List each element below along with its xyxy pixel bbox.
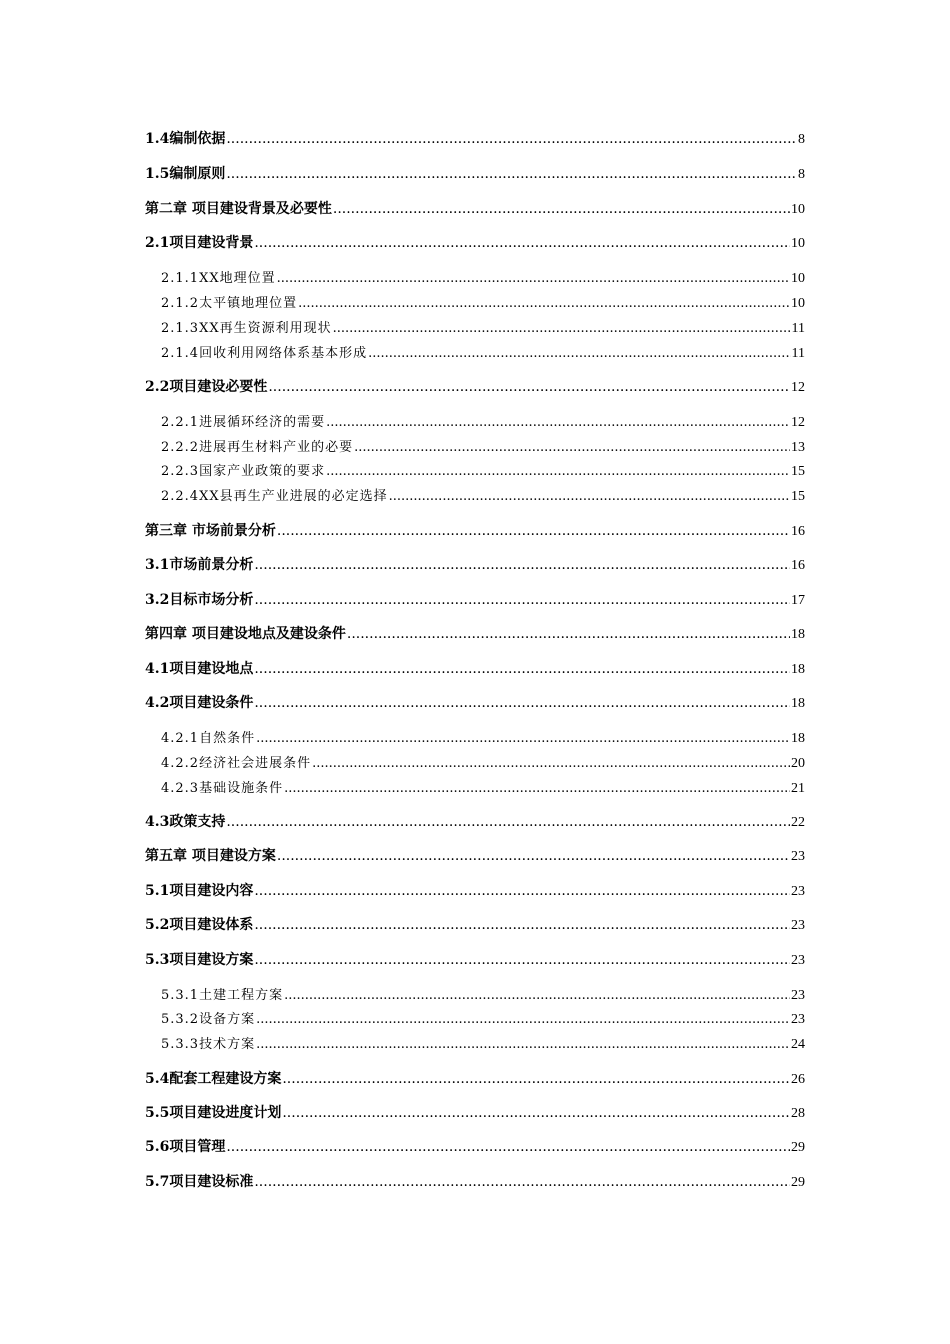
toc-leader-dots (282, 1071, 790, 1087)
toc-entry[interactable] (145, 1068, 805, 1088)
toc-entry-label: 5.3.2设备方案 (161, 1012, 256, 1027)
toc-entry[interactable] (161, 485, 805, 505)
toc-entry-page: 8 (798, 167, 805, 182)
toc-leader-dots (333, 321, 791, 336)
toc-entry[interactable] (161, 984, 805, 1004)
toc-entry-page: 23 (791, 849, 805, 864)
toc-entry-page: 10 (791, 236, 805, 251)
toc-entry-page: 23 (791, 988, 805, 1003)
toc-entry[interactable] (161, 342, 805, 362)
toc-leader-dots (326, 415, 790, 430)
toc-entry-label: 4.2.1自然条件 (161, 731, 256, 746)
toc-entry-page: 20 (791, 756, 805, 771)
toc-entry[interactable] (145, 520, 805, 540)
toc-leader-dots (277, 523, 790, 539)
toc-entry-page: 16 (791, 524, 805, 539)
toc-entry-label: 5.1项目建设内容 (145, 883, 254, 899)
toc-entry[interactable] (145, 623, 805, 643)
toc-entry[interactable] (145, 914, 805, 934)
toc-entry[interactable] (161, 317, 805, 337)
toc-entry-label: 4.2.3基础设施条件 (161, 781, 284, 796)
toc-entry-page: 23 (791, 953, 805, 968)
toc-leader-dots (226, 814, 790, 830)
toc-entry-page: 18 (791, 696, 805, 711)
toc-entry-label: 4.3政策支持 (145, 814, 226, 830)
toc-leader-dots (256, 731, 790, 746)
toc-entry[interactable] (145, 198, 805, 218)
toc-entry-label: 2.1项目建设背景 (145, 235, 254, 251)
toc-entry-page: 24 (791, 1037, 805, 1052)
toc-leader-dots (368, 346, 790, 361)
toc-entry-page: 21 (791, 781, 805, 796)
toc-entry[interactable] (145, 163, 805, 183)
toc-entry-label: 1.5编制原则 (145, 166, 226, 182)
toc-leader-dots (254, 952, 790, 968)
toc-leader-dots (254, 557, 790, 573)
toc-entry[interactable] (161, 267, 805, 287)
toc-entry[interactable] (161, 1008, 805, 1028)
toc-entry-page: 28 (791, 1106, 805, 1121)
toc-entry-label: 5.3.3技术方案 (161, 1037, 256, 1052)
toc-entry[interactable] (145, 1171, 805, 1191)
toc-entry-label: 第二章 项目建设背景及必要性 (145, 201, 332, 217)
toc-leader-dots (254, 917, 790, 933)
toc-entry[interactable] (145, 232, 805, 252)
toc-entry-label: 4.2项目建设条件 (145, 695, 254, 711)
toc-entry[interactable] (145, 128, 805, 148)
toc-entry[interactable] (145, 376, 805, 396)
toc-entry-label: 2.2.1进展循环经济的需要 (161, 415, 326, 430)
toc-entry-label: 3.2目标市场分析 (145, 592, 254, 608)
toc-entry-page: 15 (791, 489, 805, 504)
toc-entry[interactable] (161, 436, 805, 456)
toc-leader-dots (333, 201, 790, 217)
toc-entry-page: 23 (791, 884, 805, 899)
toc-entry-label: 2.2项目建设必要性 (145, 379, 268, 395)
toc-entry-page: 12 (791, 380, 805, 395)
toc-leader-dots (226, 1139, 790, 1155)
toc-leader-dots (226, 166, 797, 182)
toc-entry-page: 23 (791, 918, 805, 933)
toc-entry-label: 5.5项目建设进度计划 (145, 1105, 282, 1121)
toc-entry-page: 10 (791, 296, 805, 311)
toc-leader-dots (256, 1012, 790, 1027)
toc-entry-label: 2.2.3国家产业政策的要求 (161, 464, 326, 479)
toc-leader-dots (268, 379, 790, 395)
toc-entry-label: 2.1.2太平镇地理位置 (161, 296, 298, 311)
toc-entry[interactable] (145, 658, 805, 678)
toc-entry-label: 2.1.3XX再生资源利用现状 (161, 321, 332, 336)
toc-leader-dots (254, 235, 790, 251)
toc-entry-label: 2.1.1XX地理位置 (161, 271, 276, 286)
toc-entry[interactable] (145, 880, 805, 900)
toc-entry-page: 10 (791, 271, 805, 286)
toc-entry[interactable] (145, 845, 805, 865)
toc-entry-label: 3.1市场前景分析 (145, 557, 254, 573)
toc-entry-label: 5.6项目管理 (145, 1139, 226, 1155)
toc-entry-page: 11 (791, 321, 805, 336)
toc-entry-label: 1.4编制依据 (145, 131, 226, 147)
toc-entry[interactable] (145, 554, 805, 574)
toc-leader-dots (254, 661, 790, 677)
toc-entry-label: 2.2.2进展再生材料产业的必要 (161, 440, 354, 455)
toc-leader-dots (277, 848, 790, 864)
toc-leader-dots (326, 464, 790, 479)
toc-entry-page: 17 (791, 593, 805, 608)
toc-leader-dots (254, 1174, 790, 1190)
toc-leader-dots (312, 756, 790, 771)
toc-entry-page: 8 (798, 132, 805, 147)
toc-entry-label: 4.1项目建设地点 (145, 661, 254, 677)
toc-entry-page: 26 (791, 1072, 805, 1087)
toc-entry-page: 18 (791, 731, 805, 746)
toc-entry[interactable] (161, 752, 805, 772)
toc-leader-dots (284, 988, 790, 1003)
toc-entry[interactable] (161, 411, 805, 431)
toc-leader-dots (347, 626, 790, 642)
toc-entry-label: 第三章 市场前景分析 (145, 523, 276, 539)
toc-entry[interactable] (161, 727, 805, 747)
toc-entry-page: 18 (791, 627, 805, 642)
toc-entry[interactable] (161, 777, 805, 797)
toc-entry-label: 第四章 项目建设地点及建设条件 (145, 626, 346, 642)
toc-leader-dots (254, 695, 790, 711)
toc-entry[interactable] (161, 460, 805, 480)
toc-entry-label: 5.2项目建设体系 (145, 917, 254, 933)
toc-entry[interactable] (145, 811, 805, 831)
toc-entry-page: 11 (791, 346, 805, 361)
toc-leader-dots (277, 271, 790, 286)
toc-entry-label: 5.7项目建设标准 (145, 1174, 254, 1190)
toc-leader-dots (284, 781, 790, 796)
toc-entry-page: 29 (791, 1175, 805, 1190)
toc-entry[interactable] (145, 692, 805, 712)
toc-entry-page: 12 (791, 415, 805, 430)
toc-leader-dots (282, 1105, 790, 1121)
toc-entry-page: 10 (791, 202, 805, 217)
toc-entry-page: 16 (791, 558, 805, 573)
toc-entry-label: 第五章 项目建设方案 (145, 848, 276, 864)
toc-entry-page: 18 (791, 662, 805, 677)
toc-leader-dots (298, 296, 790, 311)
toc-entry-page: 22 (791, 815, 805, 830)
toc-entry[interactable] (161, 1033, 805, 1053)
toc-entry-page: 29 (791, 1140, 805, 1155)
toc-leader-dots (254, 883, 790, 899)
toc-entry[interactable] (145, 1136, 805, 1156)
toc-leader-dots (389, 489, 790, 504)
toc-entry-label: 2.1.4回收利用网络体系基本形成 (161, 346, 368, 361)
toc-entry[interactable] (161, 292, 805, 312)
toc-entry-label: 5.4配套工程建设方案 (145, 1071, 282, 1087)
toc-leader-dots (256, 1037, 790, 1052)
toc-entry-label: 5.3.1土建工程方案 (161, 988, 284, 1003)
toc-leader-dots (226, 131, 797, 147)
toc-entry-page: 23 (791, 1012, 805, 1027)
toc-entry-label: 4.2.2经济社会进展条件 (161, 756, 312, 771)
toc-entry-label: 2.2.4XX县再生产业进展的必定选择 (161, 489, 388, 504)
toc-leader-dots (254, 592, 790, 608)
toc-entry-page: 15 (791, 464, 805, 479)
toc-entry-page: 13 (791, 440, 805, 455)
toc-entry[interactable] (145, 589, 805, 609)
toc-leader-dots (354, 440, 790, 455)
toc-entry-label: 5.3项目建设方案 (145, 952, 254, 968)
toc-entry[interactable] (145, 949, 805, 969)
toc-entry[interactable] (145, 1102, 805, 1122)
